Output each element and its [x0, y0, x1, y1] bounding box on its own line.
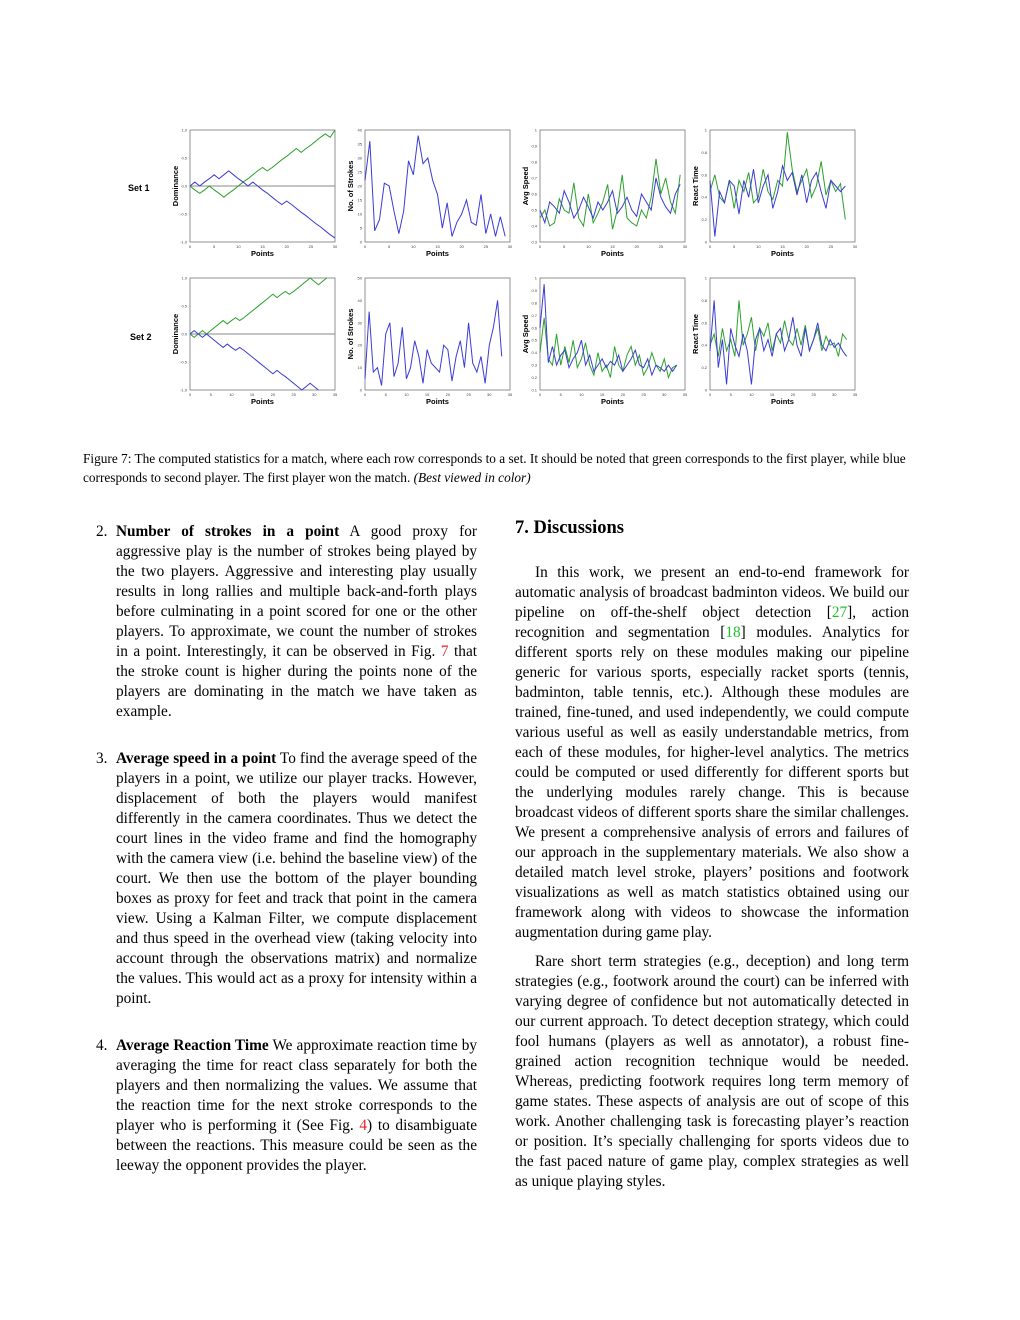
y-tick-label: 40 [357, 127, 362, 133]
x-tick-label: 10 [756, 244, 761, 249]
y-tick-label: -0.5 [180, 211, 187, 217]
y-tick-label: -1.0 [180, 387, 187, 393]
y-tick-label: 40 [357, 297, 362, 303]
x-tick-label: 10 [749, 392, 754, 397]
x-tick-label: 30 [832, 392, 837, 397]
citation-link[interactable]: 27 [831, 604, 848, 621]
x-tick-label: 25 [483, 244, 489, 249]
x-tick-label: 20 [459, 244, 464, 249]
y-tick-label: 1 [534, 275, 537, 281]
x-tick-label: 35 [852, 392, 858, 397]
y-tick-label: 0.0 [181, 183, 187, 189]
x-tick-label: 20 [804, 244, 809, 249]
figure-ref-link[interactable]: 7 [440, 643, 449, 660]
item-text-cont: ) to disambiguate between the reactions. This measure could be seen as the leeway the opponent provides the player. [116, 1117, 477, 1174]
y-tick-label: 0.7 [531, 175, 537, 181]
paragraph-2: Rare short term strategies (e.g., deception) and long term strategies (e.g., footwork around the court) can be inferred with varying degree of confidence but not automatically detected in our current approach. To detect deception strategy, which could fool humans (players as well as annotator), a robust fine-grained action recognition technique would be needed. Whereas, predicting footwork requires long term memory of game states. These aspects of analysis are out of scope of this work. Another challenging task is forecasting player’s reaction or position. It’s specially challenging for sports videos due to the fast paced nature of game play, complex strategies as well as unique playing styles. [515, 953, 909, 1190]
x-tick-label: 5 [563, 244, 566, 249]
x-axis-label: Points [426, 397, 449, 406]
x-tick-label: 15 [610, 244, 615, 249]
x-tick-label: 25 [466, 392, 471, 397]
x-tick-label: 30 [312, 392, 317, 397]
y-tick-label: 0.6 [701, 320, 707, 326]
chart-panel-1-3 [507, 127, 695, 272]
plot-frame [540, 278, 685, 390]
x-tick-label: 10 [229, 392, 234, 397]
y-tick-label: 1.0 [181, 127, 187, 133]
chart-panel-1-2 [332, 127, 520, 272]
x-tick-label: 0 [188, 244, 192, 249]
y-tick-label: 30 [357, 320, 362, 326]
row-label-set-2: Set 2 [130, 332, 152, 342]
x-tick-label: 25 [291, 392, 296, 397]
paragraph-text: ] modules. Analytics for different sports rely on these modules making our pipeline generic for various sports, especially racket sports (tennis, badminton, table tennis, etc.). Although these modules are trained, fine-tuned, and used independently, we could compute various useful as well as easily understandable metrics, from each of these modules, for higher-level analytics. The metrics could be computed or used differently for different sports but the underlying modules rarely change. This is because broadcast videos of different sports share the similar challenges. We present a comprehensive analysis of errors and failures of our approach in the supplementary materials. We also show a detailed match level stroke, players’ positions and footwork visualizations as well as match statistics obtained using our framework along with videos to showcase the information augmentation during game play. [515, 624, 909, 941]
y-tick-label: 0 [359, 387, 362, 393]
y-tick-label: 0.6 [701, 172, 707, 178]
x-tick-label: 30 [852, 244, 858, 249]
y-tick-label: 0.8 [531, 300, 537, 306]
left-column [83, 522, 477, 1176]
caption-text: The computed statistics for a match, where each row corresponds to a set. It should be noted that green corresponds to the first player, while blue corresponds to second player. The first player won the match. [83, 451, 906, 485]
chart-panel-2-3 [507, 275, 695, 420]
y-tick-label: 1 [704, 127, 707, 133]
y-tick-label: 1 [534, 127, 537, 133]
list-item-strokes [83, 522, 477, 722]
x-tick-label: 0 [188, 392, 192, 397]
paragraph-text: In this work, we present an end-to-end framework for automatic analysis of broadcast badminton videos. We build our pipeline on off-the-shelf object detection [ [515, 564, 909, 621]
item-text: To find the average speed of the players in a point, we utilize our player tracks. However, displacement of both the players would manifest differently in the camera coordinates. Thus we detect the court lines in the video frame and find the homography with the camera view (i.e. behind the baseline view) of the court. We then use the bottom of the player bounding boxes as proxy for feet and track that point in the camera view. Using a Kalman Filter, we compute displacement and thus speed in the overhead view (taking velocity into account through the observations matrix) and normalize the values. This would act as a proxy for intensity within a point. [116, 750, 477, 1007]
x-tick-label: 5 [559, 392, 562, 397]
y-axis-label: Dominance [171, 165, 180, 207]
x-tick-label: 30 [682, 244, 688, 249]
y-tick-label: 0.0 [181, 331, 187, 337]
y-tick-label: -1.0 [180, 239, 187, 245]
paragraph-text: ], action recognition and segmentation [ [515, 604, 909, 641]
x-tick-label: 25 [658, 244, 664, 249]
y-axis-label: No. of Strokes [346, 308, 355, 360]
y-tick-label: 0.4 [701, 194, 707, 200]
y-tick-label: -0.5 [180, 359, 187, 365]
section-heading: 7. Discussions [515, 518, 624, 538]
y-tick-label: 0 [704, 239, 707, 245]
y-axis-label: React Time [691, 166, 700, 206]
x-tick-label: 25 [641, 392, 646, 397]
item-number: 4. [96, 1037, 108, 1054]
x-tick-label: 5 [733, 244, 736, 249]
y-axis-label: No. of Strokes [346, 160, 355, 212]
x-tick-label: 10 [586, 244, 591, 249]
y-tick-label: 1 [704, 275, 707, 281]
y-tick-label: 50 [357, 275, 362, 281]
paragraph-1 [515, 563, 909, 943]
item-title: Number of strokes in a point [116, 523, 340, 540]
y-tick-label: 25 [357, 169, 362, 175]
x-tick-label: 0 [538, 244, 542, 249]
x-tick-label: 10 [236, 244, 241, 249]
x-tick-label: 15 [260, 244, 265, 249]
x-tick-label: 35 [682, 392, 688, 397]
y-tick-label: 0.1 [531, 387, 537, 393]
x-tick-label: 20 [284, 244, 289, 249]
y-tick-label: 10 [357, 365, 362, 371]
y-tick-label: 20 [357, 342, 362, 348]
x-axis-label: Points [601, 249, 624, 258]
caption-emphasis: (Best viewed in color) [413, 470, 531, 485]
y-tick-label: 0.5 [531, 207, 537, 213]
y-tick-label: 0.6 [531, 325, 537, 331]
y-tick-label: 0.2 [701, 217, 707, 223]
x-axis-label: Points [426, 249, 449, 258]
y-tick-label: 35 [357, 141, 362, 147]
x-tick-label: 25 [811, 392, 816, 397]
x-tick-label: 0 [363, 244, 367, 249]
caption-label: Figure 7: [83, 451, 132, 466]
x-tick-label: 15 [780, 244, 785, 249]
y-tick-label: 0.7 [531, 312, 537, 318]
figure-7 [110, 120, 870, 420]
x-tick-label: 30 [487, 392, 492, 397]
y-tick-label: 0.2 [531, 375, 537, 381]
y-axis-label: Avg Speed [521, 166, 530, 206]
y-tick-label: 0.9 [531, 287, 537, 293]
x-tick-label: 10 [404, 392, 409, 397]
x-tick-label: 35 [507, 392, 513, 397]
x-tick-label: 5 [213, 244, 216, 249]
x-tick-label: 30 [507, 244, 513, 249]
y-tick-label: 0.2 [701, 365, 707, 371]
list-item-reaction [83, 1036, 477, 1176]
x-tick-label: 30 [332, 244, 338, 249]
figure-caption [83, 449, 909, 487]
y-tick-label: 5 [359, 225, 362, 231]
x-tick-label: 20 [270, 392, 276, 397]
x-tick-label: 20 [790, 392, 796, 397]
y-tick-label: 0 [359, 239, 362, 245]
y-tick-label: 0.4 [701, 342, 707, 348]
y-tick-label: 0.4 [531, 223, 537, 229]
item-title: Average speed in a point [116, 750, 277, 767]
x-tick-label: 0 [708, 244, 712, 249]
y-tick-label: 0.5 [181, 155, 187, 161]
y-tick-label: 15 [357, 197, 362, 203]
x-axis-label: Points [601, 397, 624, 406]
figure-ref-link[interactable]: 4 [359, 1117, 368, 1134]
y-tick-label: 0.6 [531, 191, 537, 197]
x-tick-label: 35 [332, 392, 338, 397]
y-tick-label: 0.5 [181, 303, 187, 309]
item-text-cont: that the stroke count is higher during the points none of the players are dominating in the match we have taken as example. [116, 643, 477, 720]
y-tick-label: 0.5 [531, 337, 537, 343]
x-tick-label: 5 [384, 392, 387, 397]
x-tick-label: 15 [249, 392, 255, 397]
x-tick-label: 20 [620, 392, 626, 397]
x-tick-label: 30 [662, 392, 667, 397]
y-tick-label: 0 [704, 387, 707, 393]
x-axis-label: Points [771, 397, 794, 406]
x-tick-label: 0 [708, 392, 712, 397]
x-tick-label: 10 [411, 244, 416, 249]
chart-panel-1-4 [680, 127, 865, 272]
x-tick-label: 15 [435, 244, 440, 249]
x-tick-label: 25 [828, 244, 834, 249]
item-text: A good proxy for aggressive play is the number of strokes being played by the two players. Aggressive and interesting play usually results in long rallies and multiple back-and-forth plays before culminating in a point scored for one or the other players. To approximate, we count the number of strokes in a point. Interestingly, it can be observed in Fig. [116, 523, 478, 660]
x-tick-label: 15 [769, 392, 775, 397]
y-tick-label: 30 [357, 155, 362, 161]
x-tick-label: 20 [445, 392, 451, 397]
y-axis-label: React Time [691, 314, 700, 354]
chart-panel-2-2 [332, 275, 520, 420]
item-number: 2. [96, 523, 108, 540]
chart-panel-2-1 [160, 275, 345, 420]
x-tick-label: 5 [209, 392, 212, 397]
y-axis-label: Dominance [171, 313, 180, 355]
y-tick-label: 0.3 [531, 239, 537, 245]
item-text: We approximate reaction time by averaging the time for react class separately for both the players and then normalizing the values. We assume that the reaction time for the next stroke corresponds to the player who is performing it (See Fig. [116, 1037, 477, 1134]
x-tick-label: 20 [634, 244, 639, 249]
list-item-speed [83, 749, 477, 1009]
x-tick-label: 10 [579, 392, 584, 397]
x-tick-label: 25 [308, 244, 314, 249]
x-axis-label: Points [251, 249, 274, 258]
right-column [515, 518, 909, 1192]
item-number: 3. [96, 750, 108, 767]
y-tick-label: 1.0 [181, 275, 187, 281]
x-tick-label: 0 [538, 392, 542, 397]
y-tick-label: 0.9 [531, 143, 537, 149]
y-tick-label: 0.4 [531, 350, 537, 356]
citation-link[interactable]: 18 [725, 624, 741, 641]
y-tick-label: 20 [357, 183, 362, 189]
item-title: Average Reaction Time [116, 1037, 269, 1054]
x-tick-label: 15 [424, 392, 430, 397]
x-axis-label: Points [771, 249, 794, 258]
x-tick-label: 5 [388, 244, 391, 249]
x-tick-label: 5 [729, 392, 732, 397]
y-tick-label: 0.3 [531, 362, 537, 368]
x-axis-label: Points [251, 397, 274, 406]
x-tick-label: 0 [363, 392, 367, 397]
chart-panel-1-1 [160, 127, 345, 272]
y-tick-label: 0.8 [701, 297, 707, 303]
plot-frame [365, 278, 510, 390]
y-tick-label: 0.8 [531, 159, 537, 165]
y-tick-label: 10 [357, 211, 362, 217]
chart-panel-2-4 [680, 275, 865, 420]
y-axis-label: Avg Speed [521, 314, 530, 354]
y-tick-label: 0.8 [701, 149, 707, 155]
row-label-set-1: Set 1 [128, 183, 150, 193]
x-tick-label: 15 [599, 392, 605, 397]
